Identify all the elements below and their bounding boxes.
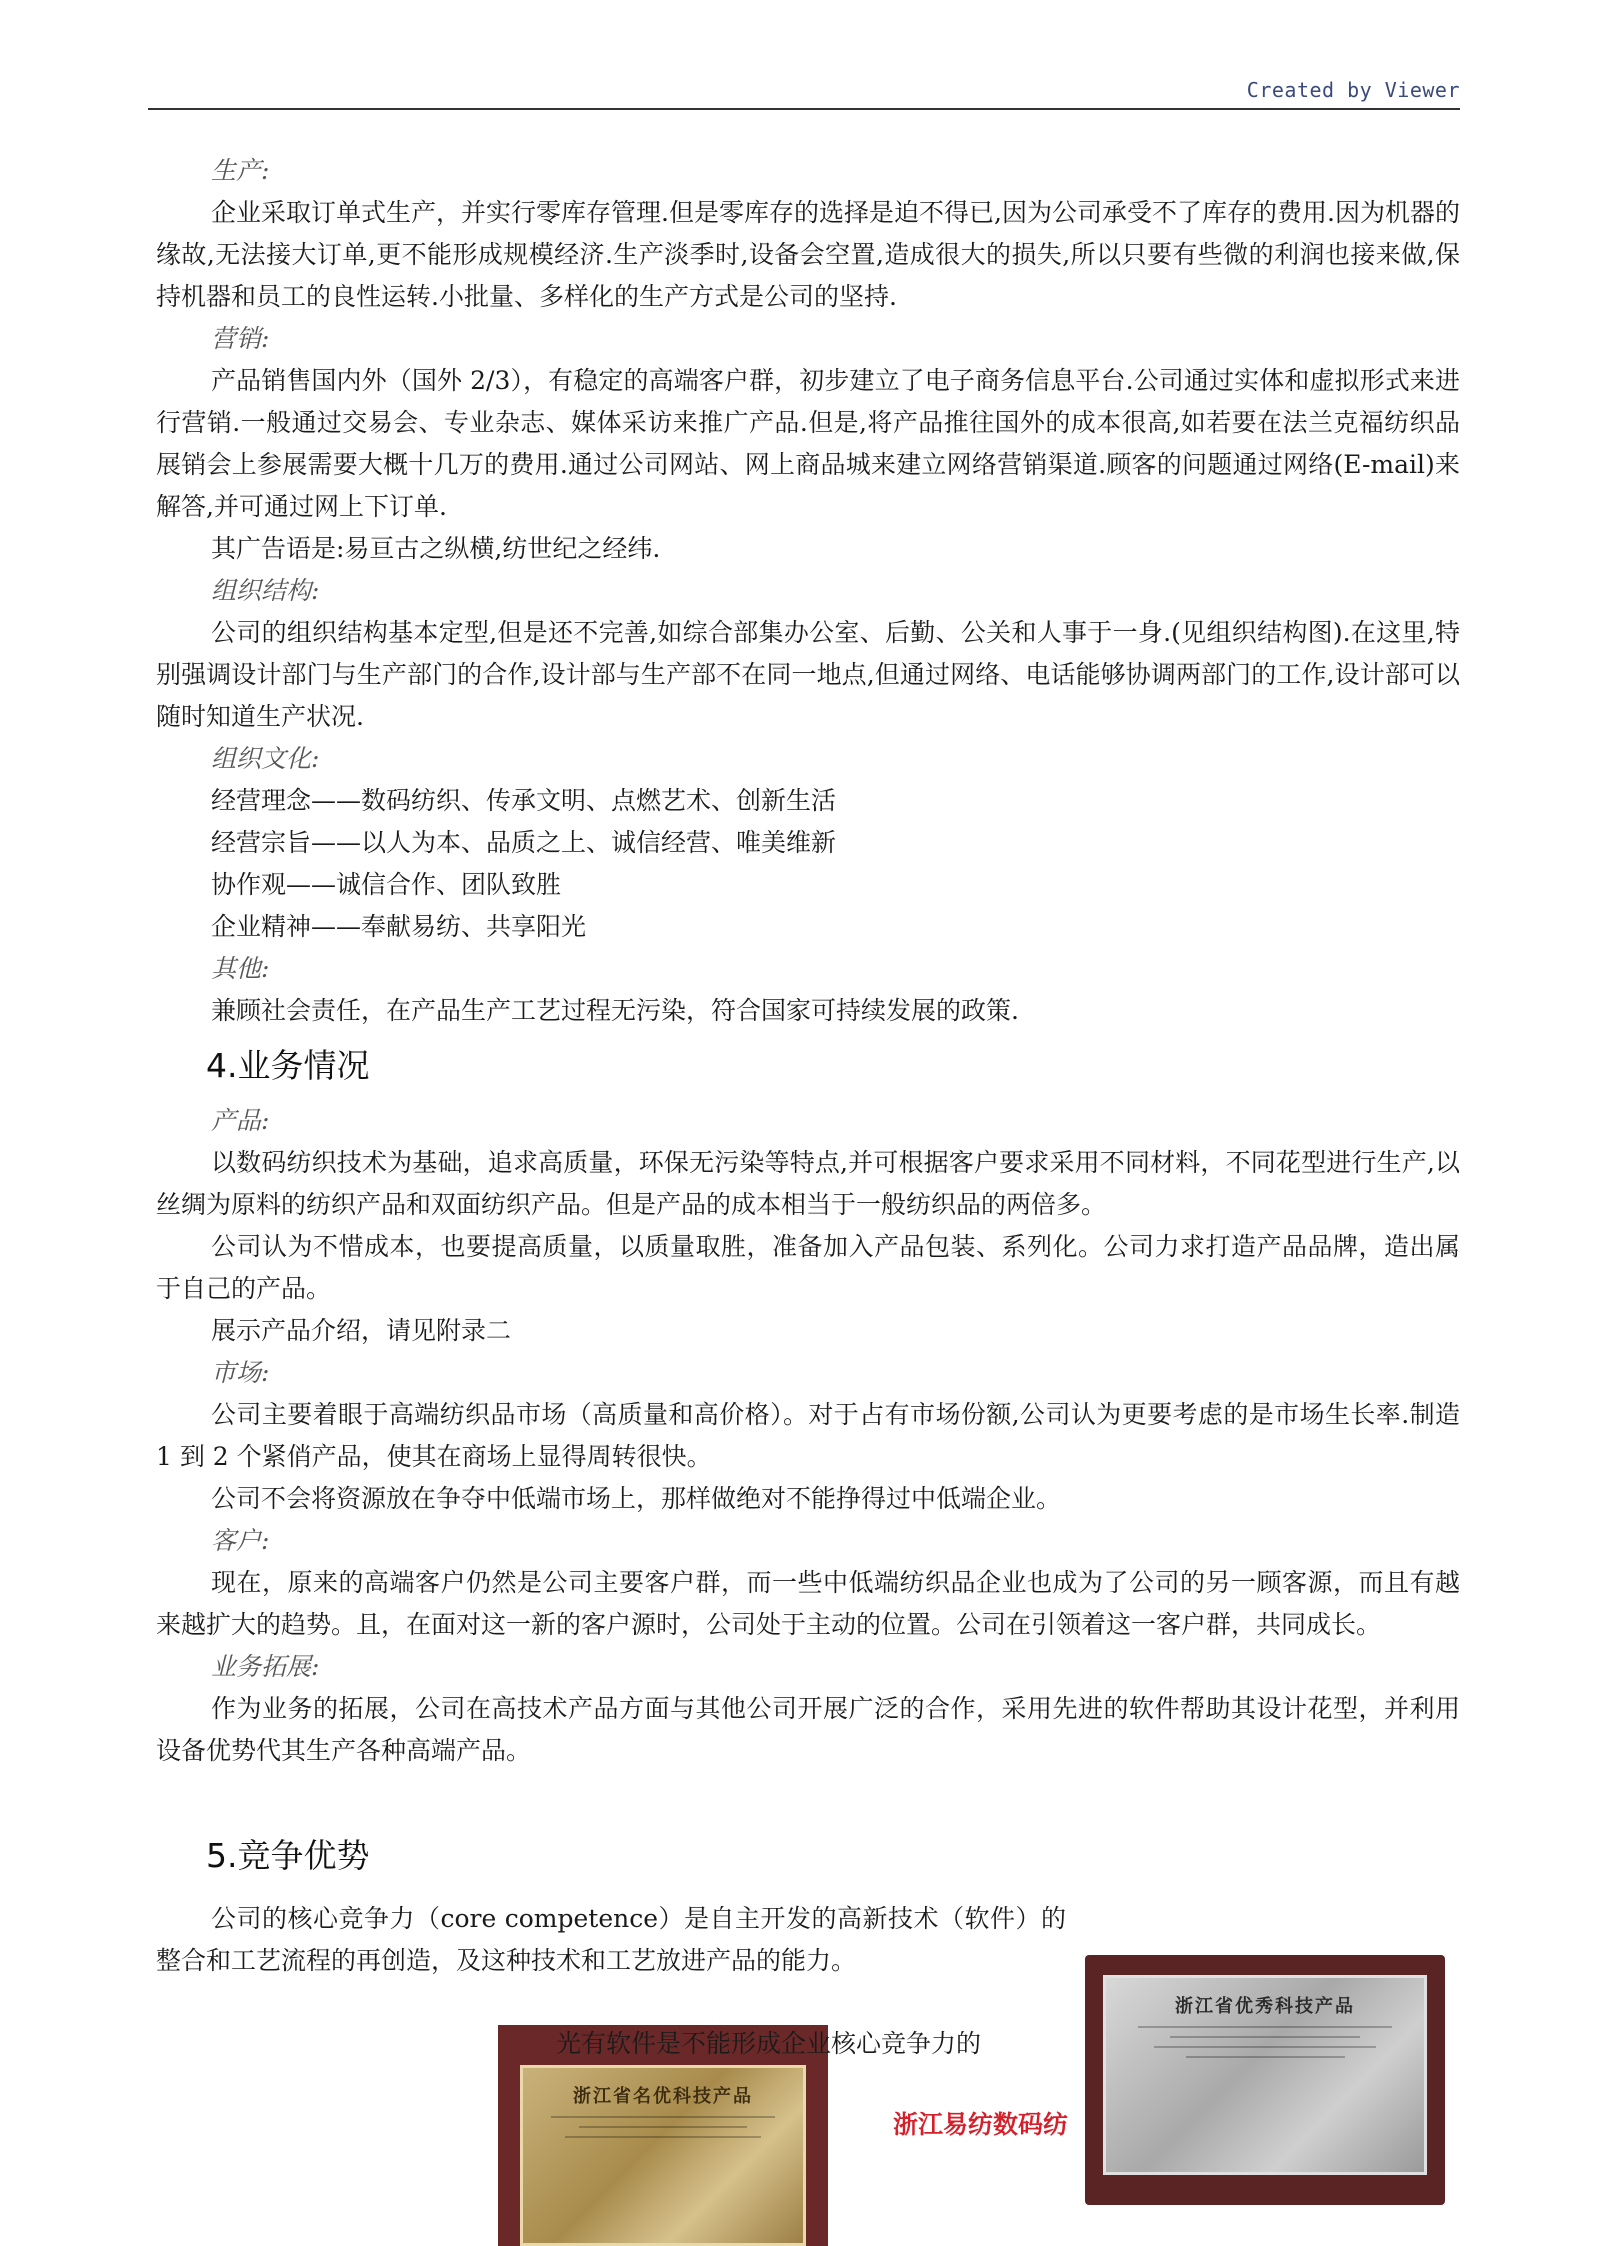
culture-item: 经营理念——数码纺织、传承文明、点燃艺术、创新生活 xyxy=(211,786,837,815)
document-body xyxy=(156,150,1460,1982)
culture-item: 经营宗旨——以人为本、品质之上、诚信经营、唯美维新 xyxy=(211,828,837,857)
plaque-face xyxy=(1103,1975,1427,2175)
customer-paragraph: 现在，原来的高端客户仍然是公司主要客户群，而一些中低端纺织品企业也成为了公司的另一顾客源，而且有越来越扩大的趋势。且，在面对这一新的客户源时，公司处于主动的位置。公司在引领着这一客户群，共同成长。 xyxy=(156,1568,1460,1639)
header-rule xyxy=(148,108,1460,110)
section-4-heading: 4.业务情况 xyxy=(206,1046,370,1085)
production-title: 生产: xyxy=(211,156,270,185)
plaque-title: 浙江省名优科技产品 xyxy=(573,2086,753,2107)
marketing-slogan: 其广告语是:易亘古之纵横,纺世纪之经纬. xyxy=(211,534,661,563)
section-5-heading: 5.竞争优势 xyxy=(206,1836,370,1875)
product-paragraph-1: 以数码纺织技术为基础，追求高质量，环保无污染等特点,并可根据客户要求采用不同材料，不同花型进行生产,以丝绸为原料的纺织产品和双面纺织产品。但是产品的成本相当于一般纺织品的两倍多。 xyxy=(156,1148,1460,1219)
overlay-caption: 光有软件是不能形成企业核心竞争力的 xyxy=(556,2029,982,2058)
org-structure-paragraph: 公司的组织结构基本定型,但是还不完善,如综合部集办公室、后勤、公关和人事于一身.(见组织结构图).在这里,特别强调设计部门与生产部门的合作,设计部与生产部不在同一地点,但通过网络、电话能够协调两部门的工作,设计部可以随时知道生产状况. xyxy=(156,618,1460,731)
award-plaque-silver xyxy=(1085,1955,1445,2205)
header-text: Created by Viewer xyxy=(1246,78,1460,102)
product-paragraph-2: 公司认为不惜成本，也要提高质量，以质量取胜，准备加入产品包装、系列化。公司力求打造产品品牌，造出属于自己的产品。 xyxy=(156,1232,1460,1303)
plaque-engraving xyxy=(565,2136,761,2138)
marketing-paragraph: 产品销售国内外（国外 2/3），有稳定的高端客户群，初步建立了电子商务信息平台.公司通过实体和虚拟形式来进行营销.一般通过交易会、专业杂志、媒体采访来推广产品.但是,将产品推往国外的成本很高,如若要在法兰克福纺织品展销会上参展需要大概十几万的费用.通过公司网站、网上商品城来建立网络营销渠道.顾客的问题通过网络(E-mail)来解答,并可通过网上下订单. xyxy=(156,366,1460,521)
plaque-engraving xyxy=(1170,2036,1361,2038)
org-culture-title: 组织文化: xyxy=(211,744,320,773)
plaque-engraving xyxy=(1138,2026,1392,2028)
plaque-title: 浙江省优秀科技产品 xyxy=(1175,1996,1355,2017)
production-paragraph: 企业采取订单式生产，并实行零库存管理.但是零库存的选择是迫不得已,因为公司承受不了库存的费用.因为机器的缘故,无法接大订单,更不能形成规模经济.生产淡季时,设备会空置,造成很大的损失,所以只要有些微的利润也接来做,保持机器和员工的良性运转.小批量、多样化的生产方式是公司的坚持. xyxy=(156,198,1460,311)
expansion-title: 业务拓展: xyxy=(211,1652,320,1681)
company-red-label: 浙江易纺数码纺 xyxy=(893,2110,1069,2139)
expansion-paragraph: 作为业务的拓展，公司在高技术产品方面与其他公司开展广泛的合作，采用先进的软件帮助其设计花型，并利用设备优势代其生产各种高端产品。 xyxy=(156,1694,1460,1765)
plaque-engraving xyxy=(1186,2056,1345,2058)
market-paragraph-1: 公司主要着眼于高端纺织品市场（高质量和高价格）。对于占有市场份额,公司认为更要考虑的是市场生长率.制造 1 到 2 个紧俏产品，使其在商场上显得周转很快。 xyxy=(156,1400,1460,1471)
marketing-title: 营销: xyxy=(211,324,270,353)
other-paragraph: 兼顾社会责任，在产品生产工艺过程无污染，符合国家可持续发展的政策. xyxy=(211,996,1019,1025)
market-title: 市场: xyxy=(211,1358,270,1387)
plaque-face xyxy=(520,2065,806,2246)
plaque-engraving xyxy=(579,2126,747,2128)
org-structure-title: 组织结构: xyxy=(211,576,320,605)
competitive-paragraph: 公司的核心竞争力（core competence）是自主开发的高新技术（软件）的整合和工艺流程的再创造，及这种技术和工艺放进产品的能力。 xyxy=(156,1904,1066,1975)
product-title: 产品: xyxy=(211,1106,270,1135)
culture-item: 协作观——诚信合作、团队致胜 xyxy=(211,870,562,899)
plaque-engraving xyxy=(1154,2046,1377,2048)
market-paragraph-2: 公司不会将资源放在争夺中低端市场上，那样做绝对不能挣得过中低端企业。 xyxy=(211,1484,1062,1513)
plaque-engraving xyxy=(551,2116,775,2118)
customer-title: 客户: xyxy=(211,1526,270,1555)
culture-item: 企业精神——奉献易纺、共享阳光 xyxy=(211,912,587,941)
product-paragraph-3: 展示产品介绍，请见附录二 xyxy=(211,1316,512,1345)
other-title: 其他: xyxy=(211,954,270,983)
